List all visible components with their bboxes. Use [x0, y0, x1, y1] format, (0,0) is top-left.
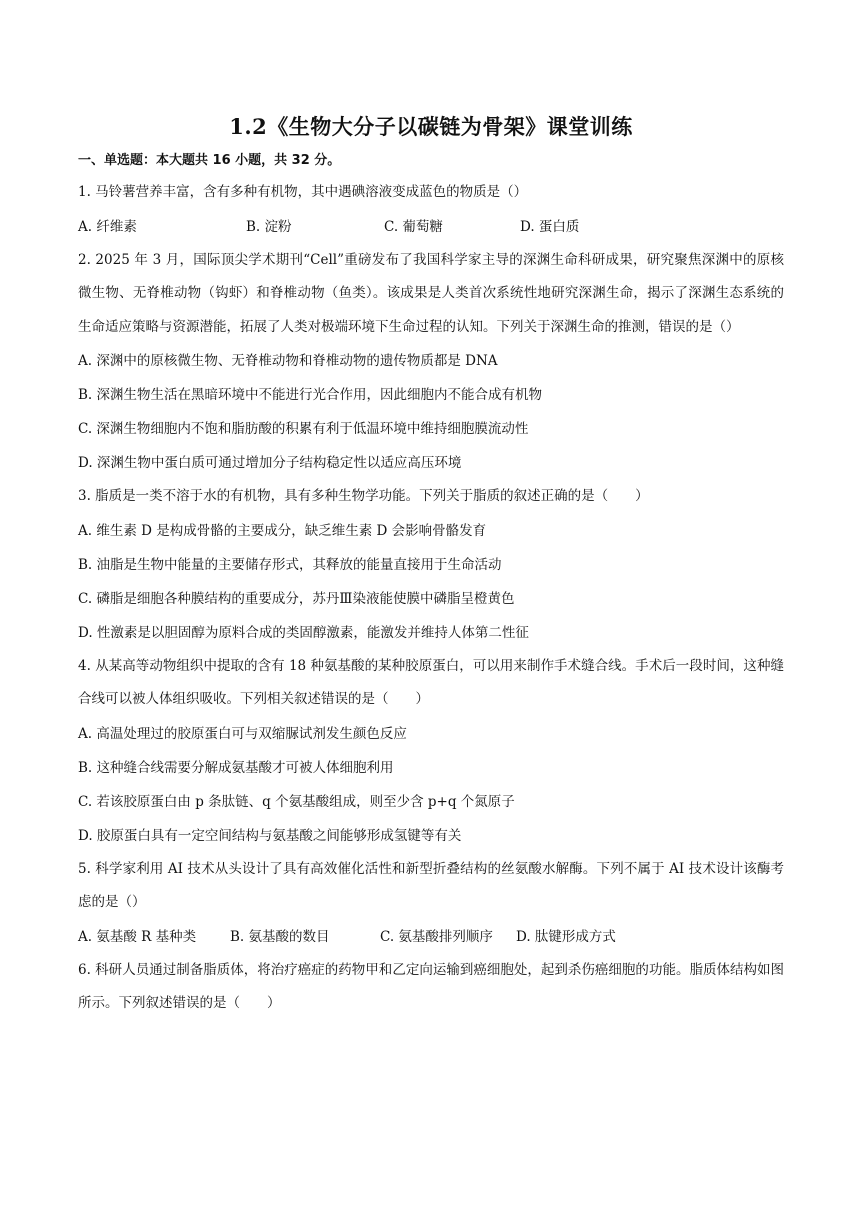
option-d: D. 性激素是以胆固醇为原料合成的类固醇激素，能激发并维持人体第二性征 — [78, 624, 529, 641]
option-c: C. 深渊生物细胞内不饱和脂肪酸的积累有利于低温环境中维持细胞膜流动性 — [78, 421, 529, 437]
option-c: C. 磷脂是细胞各种膜结构的重要成分，苏丹Ⅲ染液能使膜中磷脂呈橙黄色 — [78, 590, 515, 607]
option-d: D. 肽键形成方式 — [516, 928, 616, 945]
option-d: D. 胶原蛋白具有一定空间结构与氨基酸之间能够形成氢键等有关 — [78, 827, 462, 844]
section-heading: 一、单选题：本大题共 16 小题，共 32 分。 — [78, 153, 341, 168]
option-b: B. 油脂是生物中能量的主要储存形式，其释放的能量直接用于生命活动 — [78, 556, 502, 573]
option-row — [78, 210, 784, 244]
question-stem: 6. 科研人员通过制备脂质体，将治疗癌症的药物甲和乙定向运输到癌细胞处，起到杀伤癌细胞的功能。脂质体结构如图所示。下列叙述错误的是（ ） — [78, 961, 784, 1011]
option-c: C. 氨基酸排列顺序 — [380, 928, 493, 945]
question-1 — [78, 176, 784, 244]
question-stem: 4. 从某高等动物组织中提取的含有 18 种氨基酸的某种胶原蛋白，可以用来制作手术缝合线。手术后一段时间，这种缝合线可以被人体组织吸收。下列相关叙述错误的是（ ） — [78, 657, 784, 707]
document-page — [78, 112, 784, 1021]
option-d: D. 深渊生物中蛋白质可通过增加分子结构稳定性以适应高压环境 — [78, 455, 462, 471]
option-a: A. 氨基酸 R 基种类 — [78, 928, 197, 945]
question-3 — [78, 480, 784, 650]
document-title: 1.2《生物大分子以碳链为骨架》课堂训练 — [229, 114, 633, 139]
question-stem: 5. 科学家利用 AI 技术从头设计了具有高效催化活性和新型折叠结构的丝氨酸水解酶。下列不属于 AI 技术设计该酶考虑的是（） — [78, 860, 784, 910]
question-stem: 1. 马铃薯营养丰富，含有多种有机物，其中遇碘溶液变成蓝色的物质是（） — [78, 184, 528, 200]
question-6 — [78, 954, 784, 1021]
option-a: A. 纤维素 — [78, 218, 137, 235]
option-a: A. 高温处理过的胶原蛋白可与双缩脲试剂发生颜色反应 — [78, 725, 407, 742]
option-d: D. 蛋白质 — [520, 218, 580, 235]
option-b: B. 淀粉 — [246, 218, 292, 235]
option-a: A. 深渊中的原核微生物、无脊椎动物和脊椎动物的遗传物质都是 DNA — [78, 353, 498, 369]
question-5 — [78, 853, 784, 954]
option-b: B. 深渊生物生活在黑暗环境中不能进行光合作用，因此细胞内不能合成有机物 — [78, 387, 543, 403]
option-row — [78, 920, 784, 954]
question-stem: 3. 脂质是一类不溶于水的有机物，具有多种生物学功能。下列关于脂质的叙述正确的是（ ） — [78, 488, 649, 504]
option-a: A. 维生素 D 是构成骨骼的主要成分，缺乏维生素 D 会影响骨骼发育 — [78, 522, 487, 539]
question-2 — [78, 244, 784, 481]
question-4 — [78, 650, 784, 853]
option-c: C. 葡萄糖 — [384, 218, 443, 235]
option-c: C. 若该胶原蛋白由 p 条肽链、q 个氨基酸组成，则至少含 p+q 个氮原子 — [78, 793, 515, 810]
question-stem: 2. 2025 年 3 月，国际顶尖学术期刊“Cell”重磅发布了我国科学家主导的深渊生命科研成果，研究聚焦深渊中的原核微生物、无脊椎动物（钩虾）和脊椎动物（鱼类）。该成果是人类首次系统性地研究深渊生命，揭示了深渊生态系统的生命适应策略与资源潜能，拓展了人类对极端环境下生命过程的认知。下列关于深渊生命的推测，错误的是（） — [78, 251, 784, 335]
option-b: B. 氨基酸的数目 — [230, 928, 330, 945]
option-b: B. 这种缝合线需要分解成氨基酸才可被人体细胞利用 — [78, 759, 394, 776]
